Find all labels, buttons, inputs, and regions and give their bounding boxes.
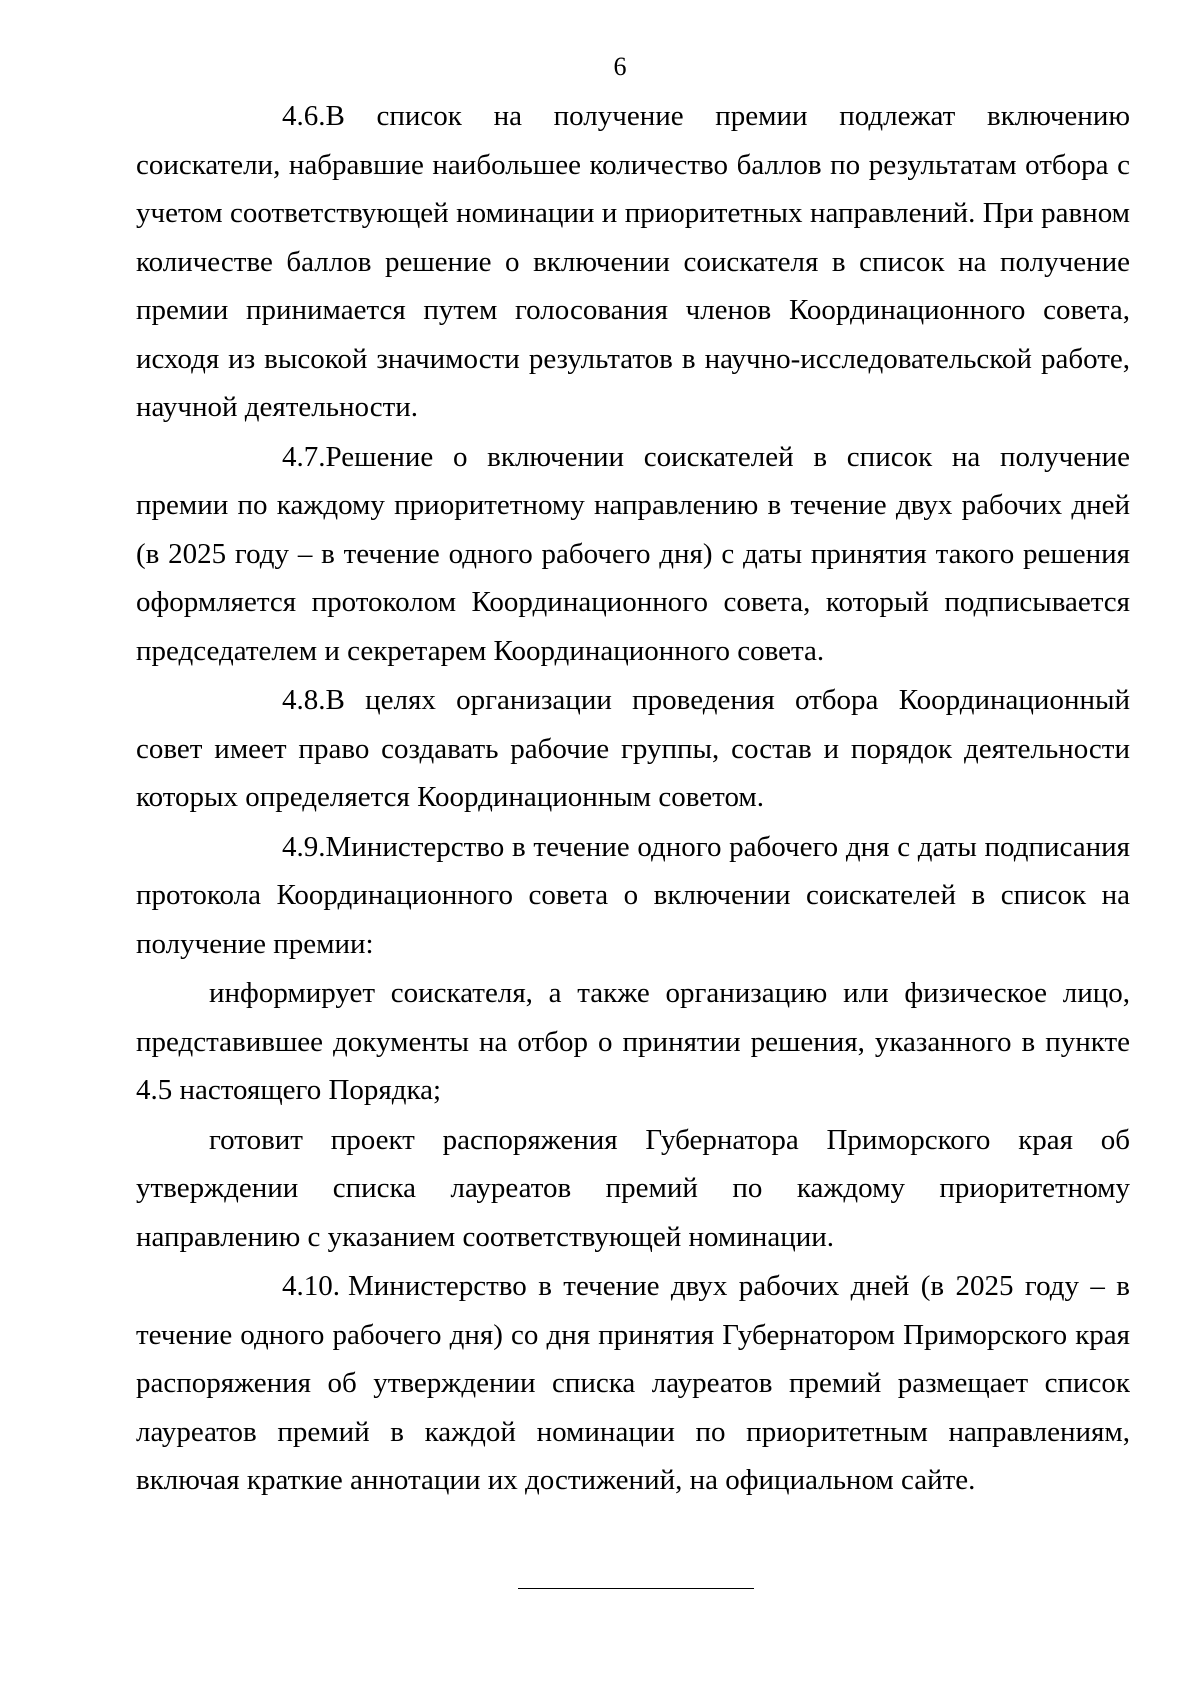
item-number: 4.9.: [282, 830, 326, 863]
paragraph-4-8: [136, 676, 1130, 822]
document-body: [136, 92, 1130, 1505]
page-number: 6: [613, 52, 627, 81]
paragraph-text: информирует соискателя, а также организацию или физическое лицо, представившее документы на отбор о принятии решения, указанного в пункте 4.5 настоящего Порядка;: [136, 977, 1130, 1106]
paragraph-4-9-inform: [136, 969, 1130, 1115]
paragraph-text: Министерство в течение двух рабочих дней (в 2025 году – в течение одного рабочего дня) со дня принятия Губернатором Приморского края распоряжения об утверждении списка лауреатов премий размещает список лауреатов премий в каждой номинации по приоритетным направлениям, включая краткие аннотации их достижений, на официальном сайте.: [136, 1270, 1130, 1496]
end-of-document-rule: [518, 1588, 754, 1589]
paragraph-4-6: [136, 92, 1130, 432]
paragraph-text: готовит проект распоряжения Губернатора Приморского края об утверждении списка лауреатов премий по каждому приоритетному направлению с указанием соответствующей номинации.: [136, 1123, 1130, 1253]
paragraph-text: В целях организации проведения отбора Координационный совет имеет право создавать рабочие группы, состав и порядок деятельности которых определяется Координационным советом.: [136, 684, 1130, 813]
paragraph-text: Решение о включении соискателей в список на получение премии по каждому приоритетному направлению в течение двух рабочих дней (в 2025 году – в течение одного рабочего дня) с даты принятия такого решения оформляется протоколом Координационного совета, который подписывается председателем и секретарем Координационного совета.: [136, 440, 1130, 667]
paragraph-4-9-prepare: [136, 1116, 1130, 1262]
paragraph-text: В список на получение премии подлежат включению соискатели, набравшие наибольшее количество баллов по результатам отбора с учетом соответствующей номинации и приоритетных направлений. При равном количестве баллов решение о включении соискателя в список на получение премии принимается путем голосования членов Координационного совета, исходя из высокой значимости результатов в научно-исследовательской работе, научной деятельности.: [136, 100, 1130, 423]
item-number: 4.10.: [282, 1270, 340, 1302]
item-number: 4.6.: [282, 100, 326, 132]
paragraph-4-9: [136, 823, 1130, 969]
item-number: 4.8.: [282, 684, 326, 716]
paragraph-4-10: [136, 1262, 1130, 1505]
paragraph-text: Министерство в течение одного рабочего дня с даты подписания протокола Координационного совета о включении соискателей в список на получение премии:: [136, 830, 1130, 960]
paragraph-4-7: [136, 433, 1130, 676]
item-number: 4.7.: [282, 440, 326, 473]
